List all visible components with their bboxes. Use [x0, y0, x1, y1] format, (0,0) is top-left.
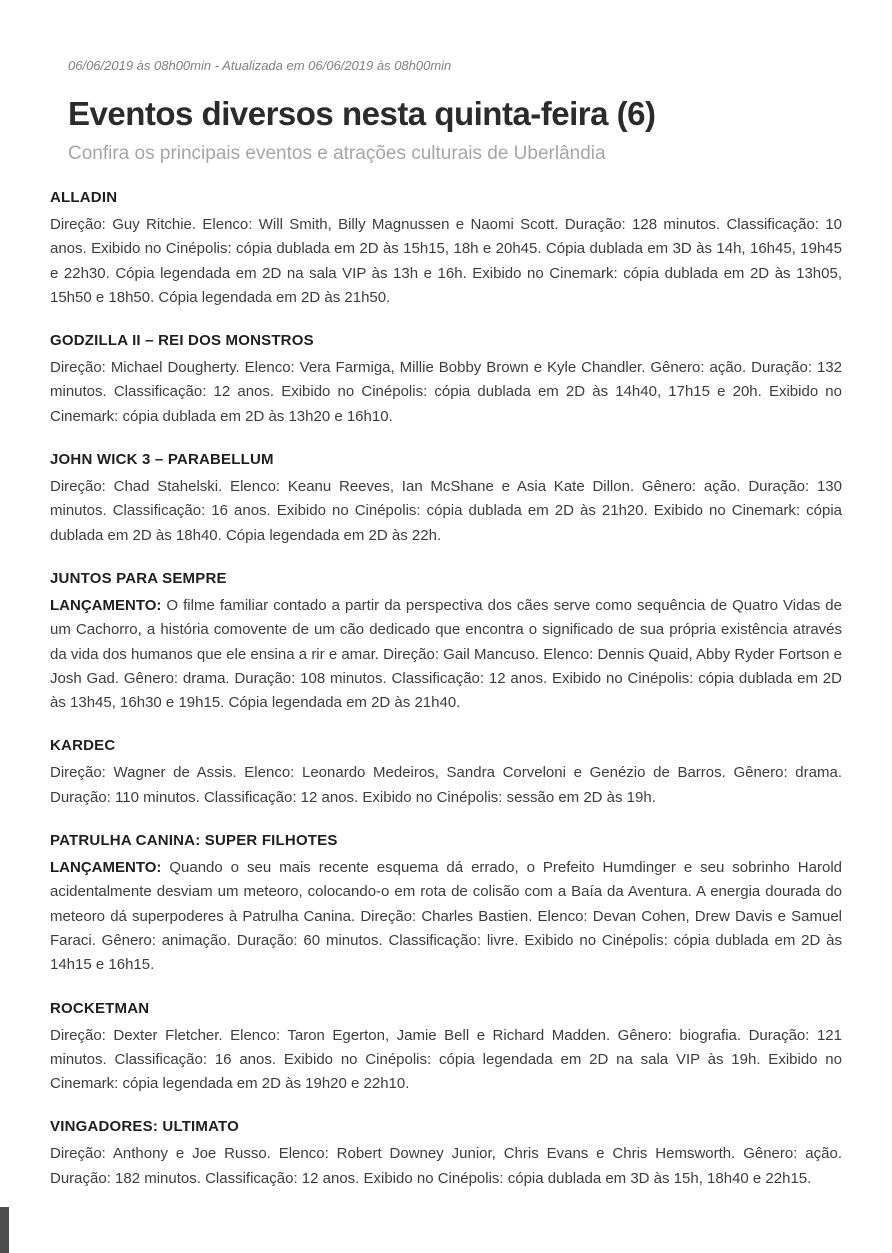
event-item — [50, 332, 842, 429]
event-title: JOHN WICK 3 – PARABELLUM — [50, 451, 274, 469]
event-title: ROCKETMAN — [50, 999, 150, 1017]
page-subtitle: Confira os principais eventos e atrações culturais de Uberlândia — [68, 143, 606, 164]
event-text: Direção: Anthony e Joe Russo. Elenco: Robert Downey Junior, Chris Evans e Chris Hemsworth. Gênero: ação. Duração: 182 minutos. Classificação: 12 anos. Exibido no Cinépolis: cópia dublada em 3D às 15h, 18h40 e 22h15. — [50, 1145, 842, 1187]
event-item — [50, 451, 842, 548]
event-description — [50, 594, 842, 715]
event-item — [50, 189, 842, 310]
event-lead-label: LANÇAMENTO: — [50, 859, 170, 877]
event-title: GODZILLA II – REI DOS MONSTROS — [50, 332, 314, 350]
event-lead-label: LANÇAMENTO: — [50, 596, 167, 614]
event-text: Quando o seu mais recente esquema dá errado, o Prefeito Humdinger e seu sobrinho Harold acidentalmente desviam um meteoro, colocando-o em rota de colisão com a Baía da Aventura. A energia dourada do meteoro dá superpoderes à Patrulha Canina. Direção: Charles Bastien. Elenco: Devan Cohen, Drew Davis e Samuel Faraci. Gênero: animação. Duração: 60 minutos. Classificação: livre. Exibido no Cinépolis: cópia dublada em 2D às 14h15 e 16h15. — [50, 859, 842, 974]
dateline: 06/06/2019 às 08h00min - Atualizada em 06/06/2019 às 08h00min — [68, 58, 452, 73]
event-title: VINGADORES: ULTIMATO — [50, 1118, 239, 1136]
event-item — [50, 570, 842, 715]
event-text: Direção: Guy Ritchie. Elenco: Will Smith, Billy Magnussen e Naomi Scott. Duração: 128 minutos. Classificação: 10 anos. Exibido no Cinépolis: cópia dublada em 2D às 15h15, 18h e 20h45. Cópia dublada em 3D às 14h, 16h45, 19h45 e 22h30. Cópia legendada em 2D na sala VIP às 13h e 16h. Exibido no Cinemark: cópia dublada em 2D às 13h05, 15h50 e 18h50. Cópia legendada em 2D às 21h50. — [50, 216, 842, 306]
event-text: Direção: Wagner de Assis. Elenco: Leonardo Medeiros, Sandra Corveloni e Genézio de Barros. Gênero: drama. Duração: 110 minutos. Classificação: 12 anos. Exibido no Cinépolis: sessão em 2D às 19h. — [50, 764, 842, 806]
event-text: Direção: Michael Dougherty. Elenco: Vera Farmiga, Millie Bobby Brown e Kyle Chandler. Gênero: ação. Duração: 132 minutos. Classificação: 12 anos. Exibido no Cinépolis: cópia dublada em 2D às 14h40, 17h15 e 20h. Exibido no Cinemark: cópia dublada em 2D às 13h20 e 16h10. — [50, 359, 842, 425]
event-description — [50, 1024, 842, 1097]
event-text: Direção: Chad Stahelski. Elenco: Keanu Reeves, Ian McShane e Asia Kate Dillon. Gênero: ação. Duração: 130 minutos. Classificação: 16 anos. Exibido no Cinépolis: cópia dublada em 2D às 21h20. Exibido no Cinemark: cópia dublada em 2D às 18h40. Cópia legendada em 2D às 22h. — [50, 478, 842, 544]
event-description — [50, 213, 842, 310]
event-title: ALLADIN — [50, 189, 118, 206]
page-title: Eventos diversos nesta quinta-feira (6) — [68, 95, 656, 132]
event-description — [50, 475, 842, 548]
event-title: PATRULHA CANINA: SUPER FILHOTES — [50, 832, 338, 850]
event-item — [50, 1118, 842, 1191]
event-description — [50, 761, 842, 810]
event-text: O filme familiar contado a partir da perspectiva dos cães serve como sequência de Quatro Vidas de um Cachorro, a história comovente de um cão dedicado que encontra o significado de sua própria existência através da vida dos humanos que ele ensina a rir e amar. Direção: Gail Mancuso. Elenco: Dennis Quaid, Abby Ryder Fortson e Josh Gad. Gênero: drama. Duração: 108 minutos. Classificação: 12 anos. Exibido no Cinépolis: cópia dublada em 2D às 13h45, 16h30 e 19h15. Cópia legendada em 2D às 21h40. — [50, 596, 842, 712]
event-description — [50, 1142, 842, 1191]
event-title: JUNTOS PARA SEMPRE — [50, 569, 227, 587]
article-header — [50, 58, 842, 165]
event-item — [50, 737, 842, 810]
event-description — [50, 356, 842, 429]
event-item — [50, 832, 842, 977]
event-text: Direção: Dexter Fletcher. Elenco: Taron Egerton, Jamie Bell e Richard Madden. Gênero: biografia. Duração: 121 minutos. Classificação: 16 anos. Exibido no Cinépolis: cópia legendada em 2D na sala VIP às 19h. Exibido no Cinemark: cópia legendada em 2D às 19h20 e 22h10. — [50, 1026, 842, 1093]
event-description — [50, 856, 842, 977]
event-title: KARDEC — [50, 737, 116, 755]
event-item — [50, 1000, 842, 1097]
scrollbar-thumb[interactable] — [0, 1207, 9, 1253]
